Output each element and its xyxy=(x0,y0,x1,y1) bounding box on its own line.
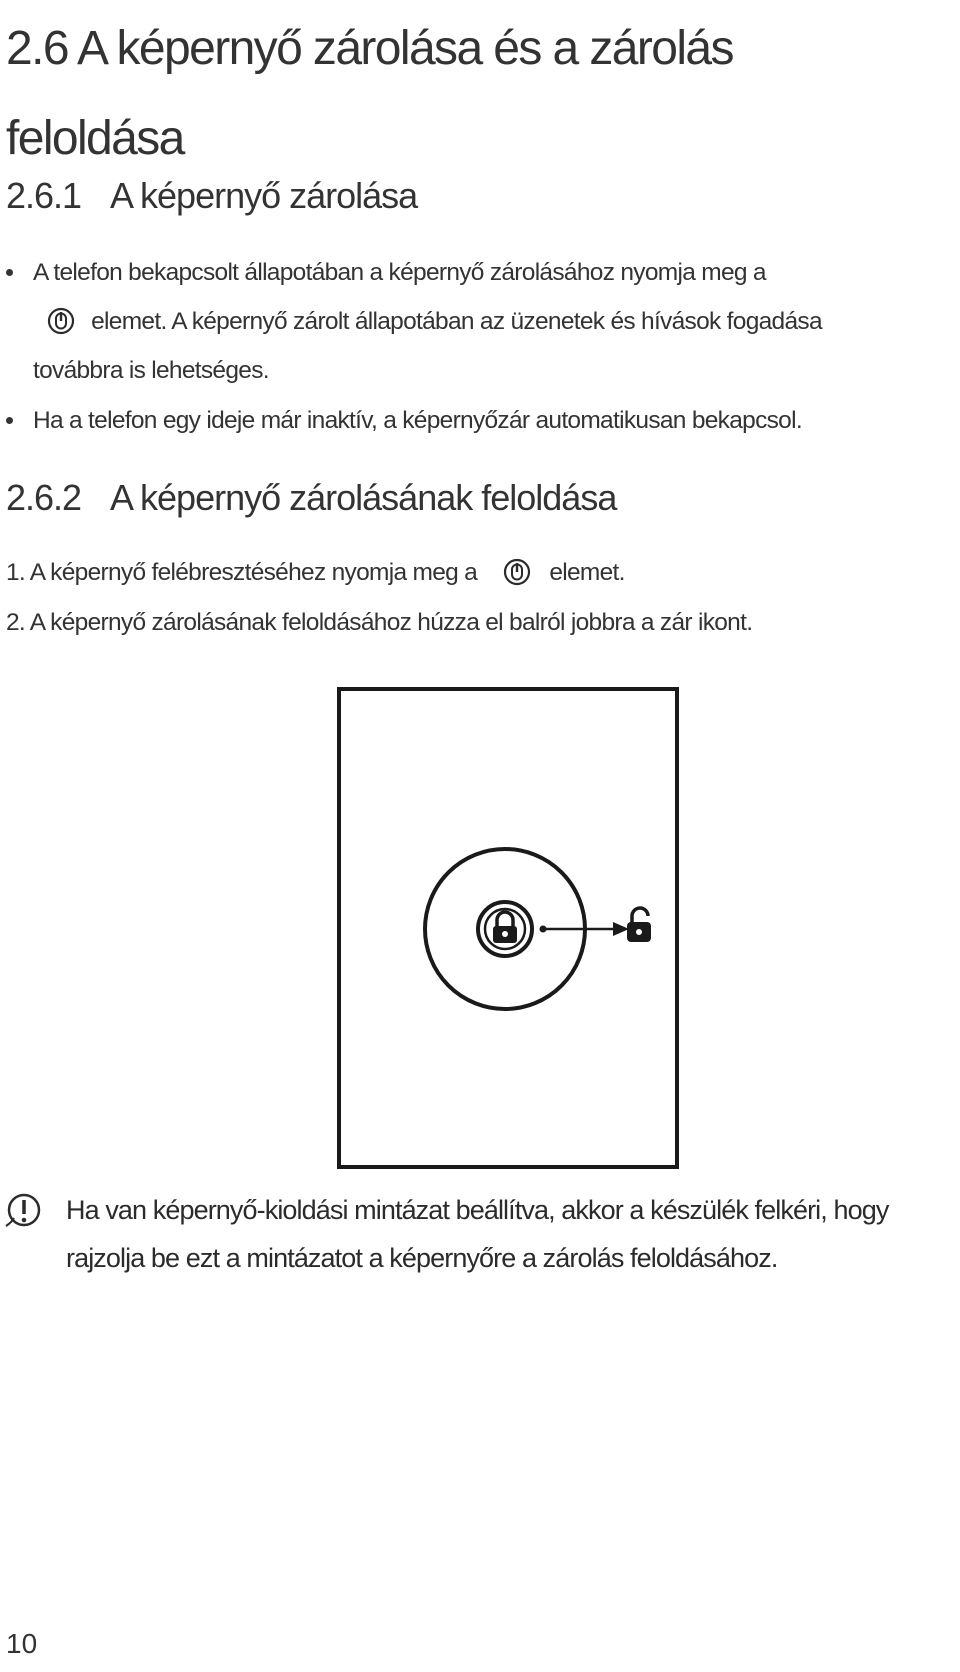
page-title-line2: feloldása xyxy=(6,112,184,165)
section-title: A képernyő zárolásának feloldása xyxy=(110,477,617,518)
step-2: 2. A képernyő zárolásának feloldásához húzza el balról jobbra a zár ikont. xyxy=(6,609,753,636)
bullet-item-2 xyxy=(0,396,950,445)
section-heading-2-6-1 xyxy=(6,174,417,218)
page-number: 10 xyxy=(6,1628,38,1659)
section-heading-2-6-2 xyxy=(6,476,616,520)
lock-icon[interactable] xyxy=(478,902,532,956)
section-title: A képernyő zárolása xyxy=(110,175,418,216)
section-number: 2.6.2 xyxy=(6,477,82,518)
lock-screen-drawing xyxy=(341,691,675,1165)
alert-icon xyxy=(4,1192,44,1230)
note-line1: Ha van képernyő-kioldási mintázat beállítva, akkor a készülék felkéri, hogy xyxy=(66,1195,889,1225)
bullet-1-line3: továbbra is lehetséges. xyxy=(33,357,269,384)
bullet-dot xyxy=(6,417,13,424)
step-1-text: 1. A képernyő felébresztéséhez nyomja meg a xyxy=(6,559,478,586)
bullet-2-text: Ha a telefon egy ideje már inaktív, a képernyőzár automatikusan bekapcsol. xyxy=(33,407,802,434)
bullet-1-line2 xyxy=(0,297,950,346)
page-title-line1: 2.6 A képernyő zárolása és a zárolás xyxy=(6,22,733,75)
bullet-1-line2-text: elemet. A képernyő zárolt állapotában az üzenetek és hívások fogadása xyxy=(91,308,822,335)
lock-screen-illustration xyxy=(337,687,679,1169)
bullet-item-1 xyxy=(0,248,950,395)
power-button-icon xyxy=(47,307,75,335)
power-button-icon xyxy=(503,558,531,586)
bullet-1-line1: A telefon bekapcsolt állapotában a képernyő zárolásához nyomja meg a xyxy=(33,259,766,286)
step-1-text-after: elemet. xyxy=(549,559,625,586)
bullet-dot xyxy=(6,269,13,276)
note-line2: rajzolja be ezt a mintázatot a képernyőre a zárolás feloldásához. xyxy=(66,1243,778,1273)
unlocked-lock-icon xyxy=(627,908,651,942)
note-text xyxy=(66,1186,956,1282)
step-1 xyxy=(6,548,946,597)
section-number: 2.6.1 xyxy=(6,175,82,216)
page-title xyxy=(6,4,946,184)
